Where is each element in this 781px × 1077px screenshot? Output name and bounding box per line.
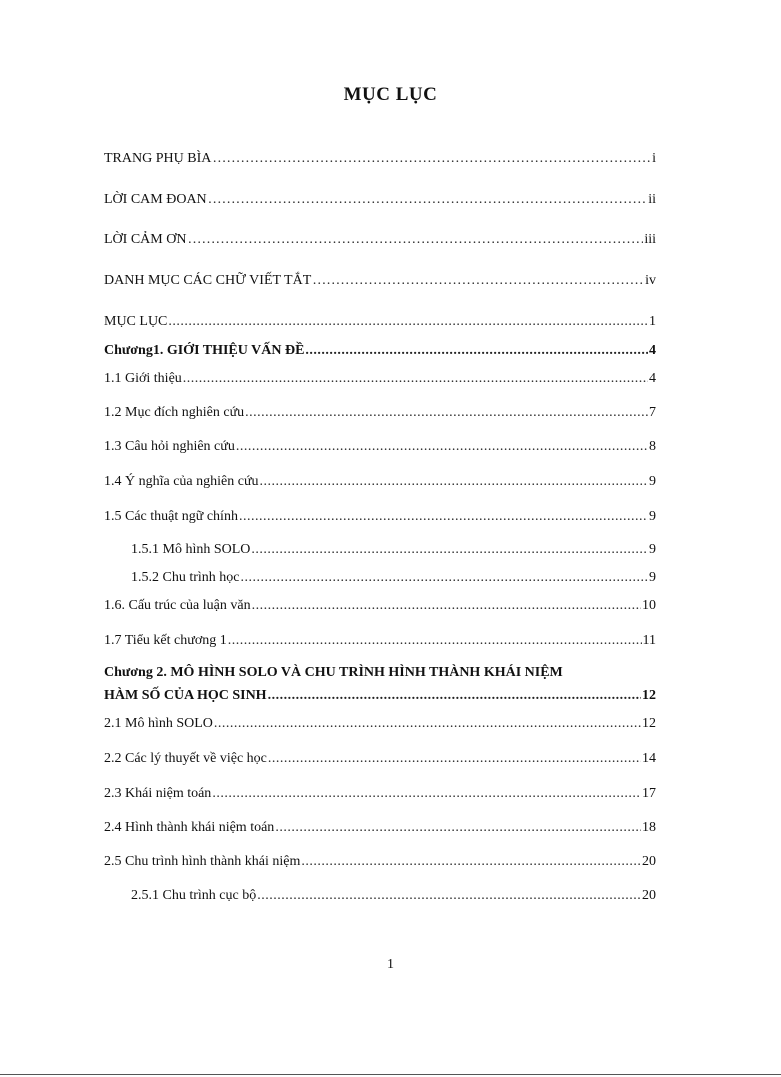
toc-entry-page: iv [645, 273, 656, 288]
toc-entry-label: 2.4 Hình thành khái niệm toán [104, 820, 275, 835]
dot-leader [251, 541, 648, 559]
toc-entry-danh-muc-chu-viet-tat[interactable] [104, 272, 656, 290]
toc-entry-2-5[interactable] [104, 853, 656, 871]
dot-leader [208, 191, 648, 209]
toc-entry-label: 1.6. Cấu trúc của luận văn [104, 598, 251, 613]
toc-entry-page: 10 [642, 598, 656, 613]
dot-leader [212, 785, 641, 803]
dot-leader [214, 715, 641, 733]
toc-entry-1-4[interactable] [104, 473, 656, 491]
toc-entry-page: 12 [642, 716, 656, 731]
toc-entry-muc-luc[interactable] [104, 313, 656, 331]
toc-entry-chuong-2-line1[interactable]: Chương 2. MÔ HÌNH SOLO VÀ CHU TRÌNH HÌNH THÀNH KHÁI NIỆM [104, 665, 563, 680]
toc-entry-1-5-1[interactable] [131, 541, 656, 559]
toc-entry-page: iii [644, 232, 656, 247]
toc-entry-label: 1.5 Các thuật ngữ chính [104, 509, 238, 524]
toc-entry-label: 2.5 Chu trình hình thành khái niệm [104, 854, 301, 869]
dot-leader [301, 853, 641, 871]
toc-entry-trang-phu-bia[interactable] [104, 150, 656, 168]
dot-leader [260, 473, 648, 491]
toc-entry-2-1[interactable] [104, 715, 656, 733]
toc-entry-2-5-1[interactable] [131, 887, 656, 905]
toc-entry-label: 2.2 Các lý thuyết về việc học [104, 751, 267, 766]
toc-entry-label: DANH MỤC CÁC CHỮ VIẾT TẮT [104, 273, 312, 288]
toc-entry-chuong-1[interactable] [104, 342, 656, 360]
toc-entry-1-5-2[interactable] [131, 569, 656, 587]
toc-entry-loi-cam-doan[interactable] [104, 191, 656, 209]
toc-entry-label: 1.5.1 Mô hình SOLO [131, 542, 251, 557]
toc-entry-page: 11 [642, 633, 656, 648]
toc-entry-page: 9 [649, 570, 656, 585]
toc-entry-page: 8 [649, 439, 656, 454]
dot-leader [239, 508, 648, 526]
toc-entry-label: 1.1 Giới thiệu [104, 371, 182, 386]
toc-entry-2-3[interactable] [104, 785, 656, 803]
dot-leader [183, 370, 648, 388]
dot-leader [245, 404, 648, 422]
toc-entry-label: HÀM SỐ CỦA HỌC SINH [104, 688, 267, 703]
toc-entry-label: LỜI CAM ĐOAN [104, 192, 207, 207]
toc-entry-label: 1.4 Ý nghĩa của nghiên cứu [104, 474, 259, 489]
toc-entry-1-7[interactable] [104, 632, 656, 650]
toc-entry-label: MỤC LỤC [104, 314, 168, 329]
dot-leader [228, 632, 642, 650]
toc-entry-label: LỜI CẢM ƠN [104, 232, 187, 247]
toc-entry-page: 4 [649, 371, 656, 386]
toc-entry-page: 1 [649, 314, 656, 329]
toc-entry-label: 1.5.2 Chu trình học [131, 570, 240, 585]
toc-entry-1-3[interactable] [104, 438, 656, 456]
toc-entry-page: 12 [642, 688, 656, 703]
toc-entry-label: TRANG PHỤ BÌA [104, 151, 212, 166]
toc-entry-page: 17 [642, 786, 656, 801]
toc-entry-label: 2.3 Khái niệm toán [104, 786, 212, 801]
toc-entry-page: 9 [649, 542, 656, 557]
toc-entry-loi-cam-on[interactable] [104, 231, 656, 249]
toc-entry-page: 4 [649, 343, 656, 358]
toc-entry-page: i [652, 151, 656, 166]
page-title: MỤC LỤC [343, 84, 438, 105]
dot-leader [236, 438, 648, 456]
toc-entry-1-6[interactable] [104, 597, 656, 615]
toc-entry-page: 9 [649, 509, 656, 524]
toc-entry-label: Chương1. GIỚI THIỆU VẤN ĐỀ [104, 343, 305, 358]
toc-entry-page: 20 [642, 854, 656, 869]
toc-entry-1-2[interactable] [104, 404, 656, 422]
toc-entry-chuong-2[interactable] [104, 687, 656, 705]
toc-entry-1-5[interactable] [104, 508, 656, 526]
dot-leader [312, 272, 644, 290]
toc-entry-label: 2.5.1 Chu trình cục bộ [131, 888, 257, 903]
dot-leader [257, 887, 641, 905]
page-number: 1 [387, 957, 394, 972]
toc-entry-2-4[interactable] [104, 819, 656, 837]
dot-leader [268, 687, 641, 705]
toc-entry-page: 18 [642, 820, 656, 835]
toc-entry-page: 7 [649, 405, 656, 420]
dot-leader [241, 569, 649, 587]
toc-entry-label: 1.7 Tiểu kết chương 1 [104, 633, 227, 648]
toc-entry-page: 14 [642, 751, 656, 766]
toc-entry-label: 2.1 Mô hình SOLO [104, 716, 213, 731]
dot-leader [275, 819, 641, 837]
dot-leader [212, 150, 651, 168]
toc-entry-page: ii [648, 192, 656, 207]
dot-leader [268, 750, 641, 768]
toc-entry-label: 1.2 Mục đích nghiên cứu [104, 405, 245, 420]
toc-entry-2-2[interactable] [104, 750, 656, 768]
dot-leader [168, 313, 648, 331]
dot-leader [305, 342, 648, 360]
toc-entry-1-1[interactable] [104, 370, 656, 388]
page-bottom-divider [0, 1074, 781, 1075]
dot-leader [187, 231, 643, 249]
toc-entry-label: 1.3 Câu hỏi nghiên cứu [104, 439, 235, 454]
dot-leader [252, 597, 641, 615]
toc-entry-page: 20 [642, 888, 656, 903]
toc-entry-page: 9 [649, 474, 656, 489]
